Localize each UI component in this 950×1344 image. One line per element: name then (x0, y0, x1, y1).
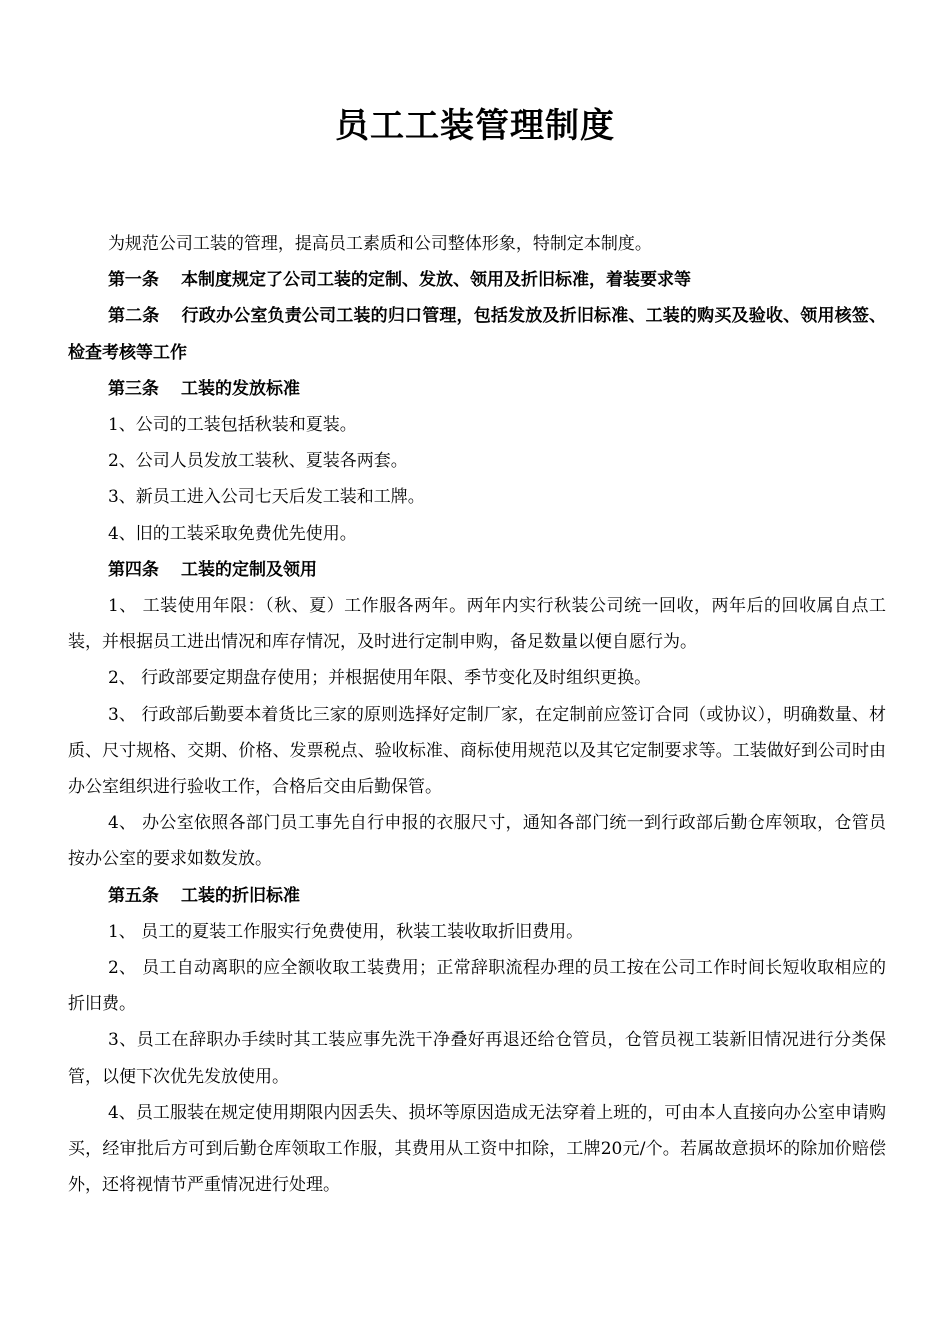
article-text: 本制度规定了公司工装的定制、发放、领用及折旧标准，着装要求等 (181, 270, 692, 291)
intro-paragraph: 为规范公司工装的管理，提高员工素质和公司整体形象，特制定本制度。 (107, 234, 652, 254)
list-item: 1、 工装使用年限：（秋、夏）工作服各两年。两年内实行秋装公司统一回收，两年后的回收属自点工装，并根据员工进出情况和库存情况，及时进行定制申购，备足数量以便自愿行为。 (68, 596, 886, 653)
article-5 (68, 878, 886, 914)
list-item: 1、 员工的夏装工作服实行免费使用，秋装工装收取折旧费用。 (107, 921, 584, 942)
list-item: 3、新员工进入公司七天后发工装和工牌。 (107, 487, 425, 508)
article-number: 第五条 (107, 885, 159, 906)
article-3 (68, 371, 886, 407)
article-text: 工装的定制及领用 (181, 559, 318, 580)
article-number: 第三条 (107, 378, 159, 399)
document-body (68, 226, 886, 1203)
list-item: 3、 行政部后勤要本着货比三家的原则选择好定制厂家，在定制前应签订合同（或协议），明确数量、材质、尺寸规格、交期、价格、发票税点、验收标准、商标使用规范以及其它定制要求等。工装做好到公司时由办公室组织进行验收工作，合格后交由后勤保管。 (68, 704, 886, 798)
list-item: 3、员工在辞职办手续时其工装应事先洗干净叠好再退还给仓管员，仓管员视工装新旧情况进行分类保管，以便下次优先发放使用。 (68, 1030, 886, 1087)
article-4 (68, 552, 886, 588)
list-item: 2、 员工自动离职的应全额收取工装费用；正常辞职流程办理的员工按在公司工作时间长短收取相应的折旧费。 (68, 958, 886, 1015)
article-number: 第二条 (107, 306, 160, 327)
article-text: 行政办公室负责公司工装的归口管理，包括发放及折旧标准、工装的购买及验收、领用核签、检查考核等工作 (68, 306, 887, 363)
list-item: 4、旧的工装采取免费优先使用。 (107, 523, 357, 544)
article-1 (68, 262, 886, 298)
list-item: 4、员工服装在规定使用期限内因丢失、损坏等原因造成无法穿着上班的，可由本人直接向办公室申请购买，经审批后方可到后勤仓库领取工作服，其费用从工资中扣除，工牌20元/个。若属故意损坏的除加价赔偿外，还将视情节严重情况进行处理。 (68, 1102, 886, 1196)
article-2 (68, 298, 886, 370)
article-text: 工装的折旧标准 (181, 885, 301, 906)
document-title: 员工工装管理制度 (335, 106, 615, 146)
list-item: 2、 行政部要定期盘存使用；并根据使用年限、季节变化及时组织更换。 (107, 668, 652, 689)
article-number: 第一条 (107, 270, 159, 291)
list-item: 1、公司的工装包括秋装和夏装。 (107, 415, 357, 436)
list-item: 2、公司人员发放工装秋、夏装各两套。 (107, 451, 408, 472)
article-text: 工装的发放标准 (181, 378, 301, 399)
article-number: 第四条 (107, 559, 159, 580)
list-item: 4、 办公室依照各部门员工事先自行申报的衣服尺寸，通知各部门统一到行政部后勤仓库领取，仓管员按办公室的要求如数发放。 (68, 813, 886, 870)
